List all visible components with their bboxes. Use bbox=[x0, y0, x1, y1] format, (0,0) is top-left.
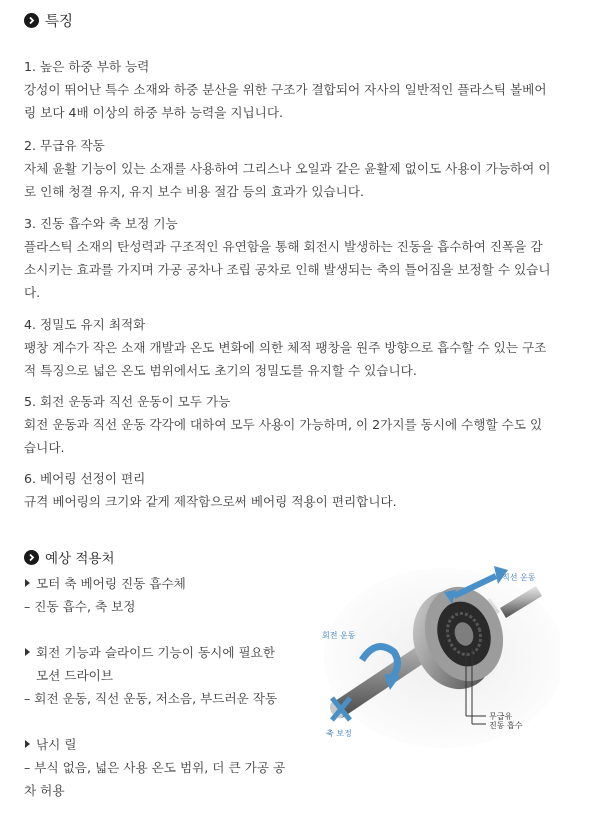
feature-body: 자체 윤활 기능이 있는 소재를 사용하여 그리스나 오일과 같은 윤활제 없이도 사용이 가능하여 이로 인해 청결 유지, 유지 보수 비용 절감 등의 효과가 있습니다. bbox=[24, 161, 551, 199]
axis-correction-label: 축 보정 bbox=[326, 729, 352, 738]
application-item bbox=[24, 572, 286, 618]
feature-body: 팽창 계수가 작은 소재 개발과 온도 변화에 의한 체적 팽창을 원주 방향으로 흡수할 수 있는 구조적 특징으로 넓은 온도 범위에서도 초기의 정밀도를 유지할 수 있습니다. bbox=[24, 340, 547, 378]
oil-free-label: 무급유 bbox=[489, 712, 513, 721]
feature-title: 1. 높은 하중 부하 능력 bbox=[24, 59, 150, 74]
application-detail: – 부식 없음, 넓은 사용 온도 범위, 더 큰 가공 공차 허용 bbox=[24, 760, 286, 798]
feature-item-5 bbox=[24, 390, 554, 459]
feature-item-3 bbox=[24, 212, 554, 304]
application-title: 낚시 릴 bbox=[36, 737, 77, 752]
features-heading bbox=[24, 10, 73, 31]
triangle-bullet-icon bbox=[25, 740, 30, 748]
linear-motion-label: 직선 운동 bbox=[502, 573, 536, 582]
chevron-right-circle-icon bbox=[24, 550, 39, 565]
feature-item-1 bbox=[24, 55, 554, 124]
feature-title: 5. 회전 운동과 직선 운동이 모두 가능 bbox=[24, 394, 231, 409]
application-item bbox=[24, 733, 286, 802]
application-detail: – 진동 흡수, 축 보정 bbox=[24, 599, 136, 614]
application-title: 회전 기능과 슬라이드 기능이 동시에 필요한 모션 드라이브 bbox=[36, 645, 275, 683]
feature-body: 플라스틱 소재의 탄성력과 구조적인 유연함을 통해 회전시 발생하는 진동을 흡수하여 진폭을 감소시키는 효과를 가지며 가공 공차나 조립 공차로 인해 발생되는 축의 틀어짐을 보정할 수 있습니다. bbox=[24, 239, 551, 300]
feature-body: 규격 베어링의 크기와 같게 제작함으로써 베어링 적용이 편리합니다. bbox=[24, 494, 397, 509]
feature-title: 6. 베어링 선정이 편리 bbox=[24, 471, 146, 486]
application-item bbox=[24, 641, 286, 710]
triangle-bullet-icon bbox=[25, 579, 30, 587]
feature-title: 3. 진동 흡수와 축 보정 기능 bbox=[24, 216, 178, 231]
rotary-motion-label: 회전 운동 bbox=[322, 631, 356, 640]
bearing-figure bbox=[304, 548, 560, 748]
features-title: 특징 bbox=[45, 14, 74, 30]
triangle-bullet-icon bbox=[25, 648, 30, 656]
chevron-right-circle-icon bbox=[24, 13, 39, 28]
feature-item-2 bbox=[24, 134, 554, 203]
application-title: 모터 축 베어링 진동 흡수체 bbox=[36, 576, 186, 591]
feature-body: 회전 운동과 직선 운동 각각에 대하여 모두 사용이 가능하며, 이 2가지를 동시에 수행할 수도 있습니다. bbox=[24, 417, 543, 455]
vibration-absorption-label: 진동 흡수 bbox=[489, 721, 523, 730]
feature-title: 2. 무급유 작동 bbox=[24, 138, 105, 153]
applications-list bbox=[24, 572, 286, 825]
feature-title: 4. 정밀도 유지 최적화 bbox=[24, 317, 146, 332]
feature-item-6 bbox=[24, 467, 554, 513]
applications-heading bbox=[24, 547, 115, 567]
application-detail: – 회전 운동, 직선 운동, 저소음, 부드러운 작동 bbox=[24, 691, 278, 706]
bearing-illustration bbox=[304, 548, 560, 748]
applications-title: 예상 적용처 bbox=[45, 551, 115, 567]
feature-item-4 bbox=[24, 313, 554, 382]
feature-body: 강성이 뛰어난 특수 소재와 하중 분산을 위한 구조가 결합되어 자사의 일반적인 플라스틱 볼베어링 보다 4배 이상의 하중 부하 능력을 지닙니다. bbox=[24, 82, 547, 120]
